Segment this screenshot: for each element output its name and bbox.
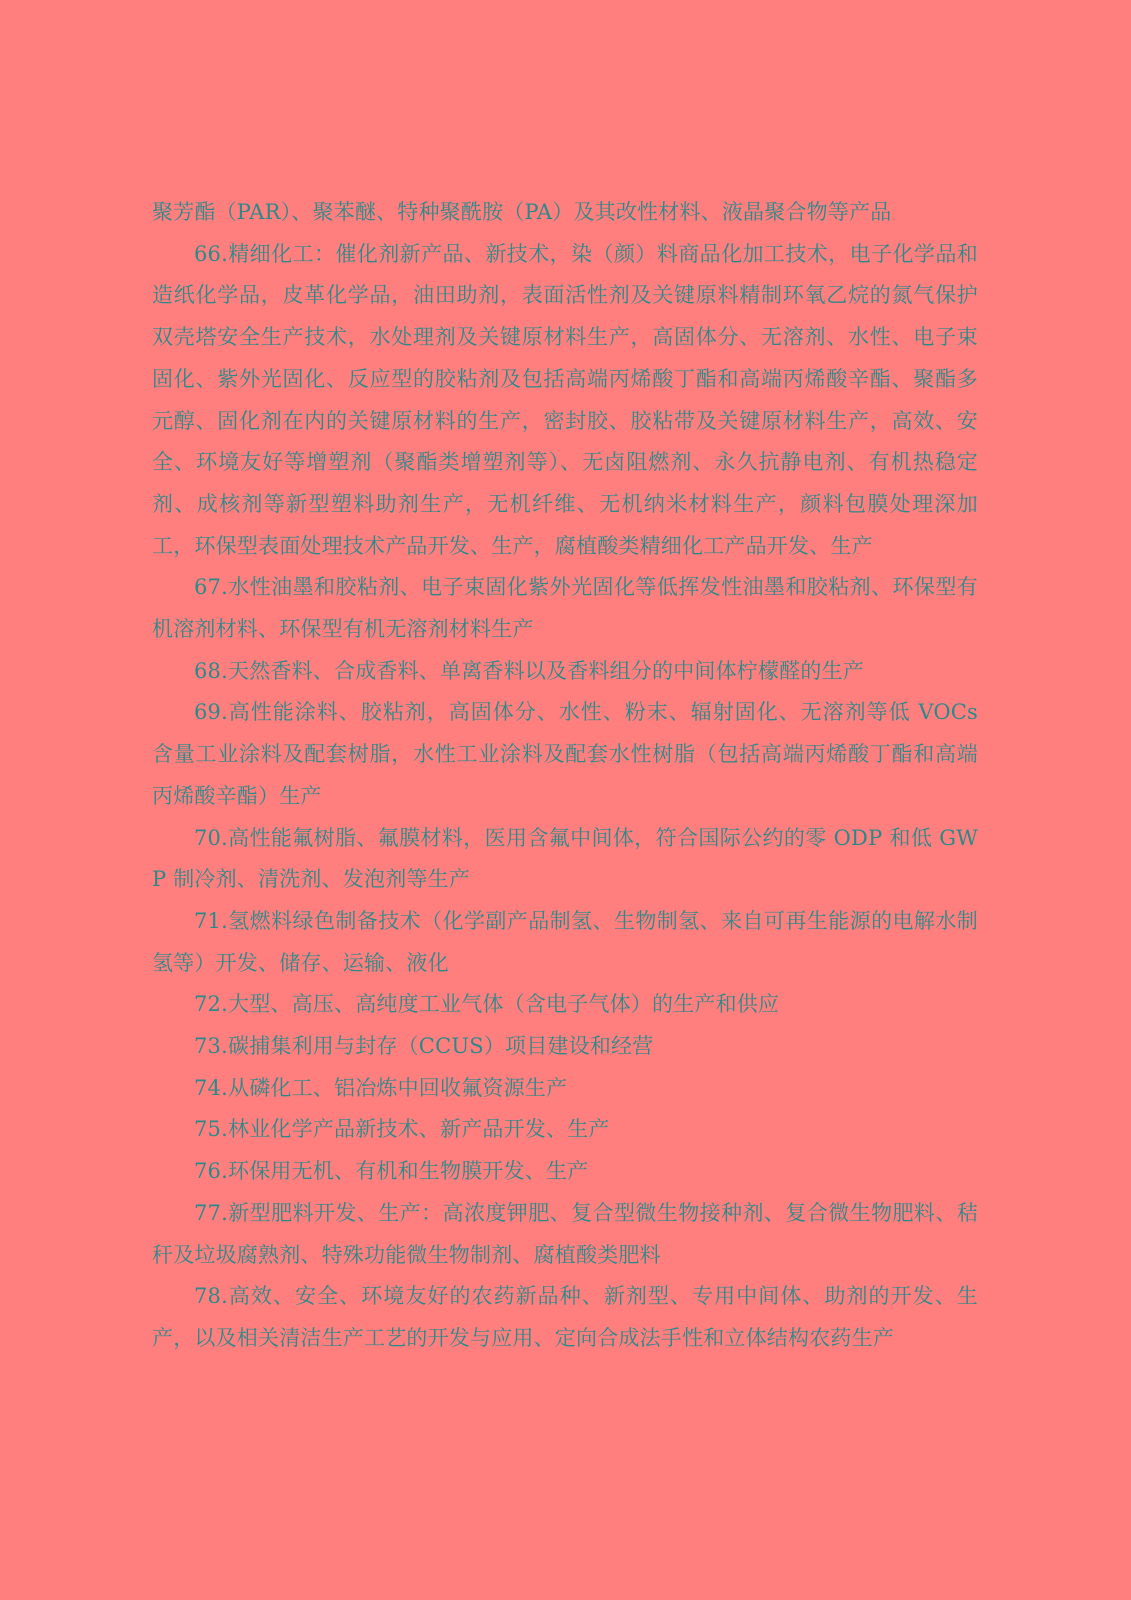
paragraph-item-73: 73.碳捕集利用与封存（CCUS）项目建设和经营	[194, 1034, 654, 1059]
paragraph-item-74: 74.从磷化工、铝冶炼中回收氟资源生产	[194, 1075, 568, 1100]
paragraph-item-69: 69.高性能涂料、胶粘剂，高固体分、水性、粉末、辐射固化、无溶剂等低 VOCs 含量工业涂料及配套树脂，水性工业涂料及配套水性树脂（包括高端丙烯酸丁酯和高端丙烯酸辛酯）生产	[152, 700, 978, 808]
paragraph-continuation: 聚芳酯（PAR）、聚苯醚、特种聚酰胺（PA）及其改性材料、液晶聚合物等产品	[152, 200, 892, 224]
paragraph-item-68: 68.天然香料、合成香料、单离香料以及香料组分的中间体柠檬醛的生产	[194, 658, 864, 683]
paragraph-item-70: 70.高性能氟树脂、氟膜材料，医用含氟中间体，符合国际公约的零 ODP 和低 GWP 制冷剂、清洗剂、发泡剂等生产	[152, 825, 978, 892]
paragraph-item-67: 67.水性油墨和胶粘剂、电子束固化紫外光固化等低挥发性油墨和胶粘剂、环保型有机溶剂材料、环保型有机无溶剂材料生产	[152, 575, 978, 642]
paragraph-item-71: 71.氢燃料绿色制备技术（化学副产品制氢、生物制氢、来自可再生能源的电解水制氢等）开发、储存、运输、液化	[152, 908, 978, 975]
paragraph-item-76: 76.环保用无机、有机和生物膜开发、生产	[194, 1159, 589, 1184]
document-body	[152, 192, 978, 1360]
paragraph-item-66: 66.精细化工：催化剂新产品、新技术，染（颜）料商品化加工技术，电子化学品和造纸化学品，皮革化学品，油田助剂，表面活性剂及关键原料精制环氧乙烷的氮气保护双壳塔安全生产技术，水处理剂及关键原材料生产，高固体分、无溶剂、水性、电子束固化、紫外光固化、反应型的胶粘剂及包括高端丙烯酸丁酯和高端丙烯酸辛酯、聚酯多元醇、固化剂在内的关键原材料的生产，密封胶、胶粘带及关键原材料生产，高效、安全、环境友好等增塑剂（聚酯类增塑剂等）、无卤阻燃剂、永久抗静电剂、有机热稳定剂、成核剂等新型塑料助剂生产，无机纤维、无机纳米材料生产，颜料包膜处理深加工，环保型表面处理技术产品开发、生产，腐植酸类精细化工产品开发、生产	[152, 241, 978, 558]
paragraph-item-77: 77.新型肥料开发、生产：高浓度钾肥、复合型微生物接种剂、复合微生物肥料、秸秆及垃圾腐熟剂、特殊功能微生物制剂、腐植酸类肥料	[152, 1200, 978, 1267]
paragraph-item-72: 72.大型、高压、高纯度工业气体（含电子气体）的生产和供应	[194, 992, 780, 1017]
paragraph-item-78: 78.高效、安全、环境友好的农药新品种、新剂型、专用中间体、助剂的开发、生产，以及相关清洁生产工艺的开发与应用、定向合成法手性和立体结构农药生产	[152, 1284, 978, 1350]
paragraph-item-75: 75.林业化学产品新技术、新产品开发、生产	[194, 1117, 610, 1142]
